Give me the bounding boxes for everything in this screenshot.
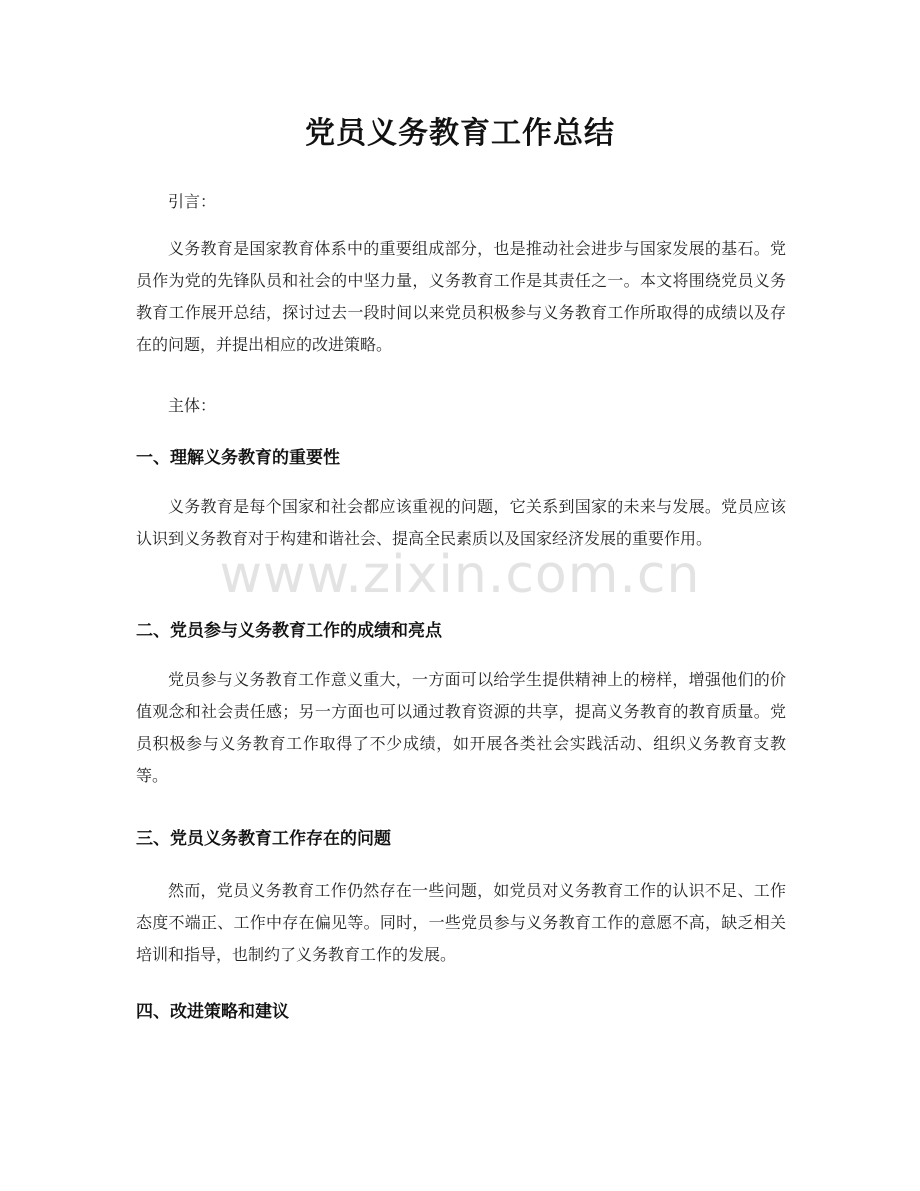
section-heading-4: 四、改进策略和建议 xyxy=(136,1002,289,1022)
section-heading-1: 一、理解义务教育的重要性 xyxy=(136,448,340,468)
intro-label: 引言： xyxy=(168,192,217,211)
document-title: 党员义务教育工作总结 xyxy=(305,116,615,151)
body-label: 主体： xyxy=(168,396,217,415)
section-paragraph-1: 义务教育是每个国家和社会都应该重视的问题，它关系到国家的未来与发展。党员应该认识到义务教育对于构建和谐社会、提高全民素质以及国家经济发展的重要作用。 xyxy=(136,497,786,548)
watermark: www.zixin.com.cn xyxy=(219,545,701,605)
intro-paragraph: 义务教育是国家教育体系中的重要组成部分，也是推动社会进步与国家发展的基石。党员作为党的先锋队员和社会的中坚力量，义务教育工作是其责任之一。本文将围绕党员义务教育工作展开总结，探讨过去一段时间以来党员积极参与义务教育工作所取得的成绩以及存在的问题，并提出相应的改进策略。 xyxy=(136,239,786,354)
section-paragraph-2: 党员参与义务教育工作意义重大，一方面可以给学生提供精神上的榜样，增强他们的价值观念和社会责任感；另一方面也可以通过教育资源的共享，提高义务教育的教育质量。党员积极参与义务教育工作取得了不少成绩，如开展各类社会实践活动、组织义务教育支教等。 xyxy=(136,670,786,785)
section-paragraph-3: 然而，党员义务教育工作仍然存在一些问题，如党员对义务教育工作的认识不足、工作态度不端正、工作中存在偏见等。同时，一些党员参与义务教育工作的意愿不高，缺乏相关培训和指导，也制约了义务教育工作的发展。 xyxy=(136,881,786,964)
section-heading-3: 三、党员义务教育工作存在的问题 xyxy=(136,829,391,849)
section-heading-2: 二、党员参与义务教育工作的成绩和亮点 xyxy=(136,621,442,641)
